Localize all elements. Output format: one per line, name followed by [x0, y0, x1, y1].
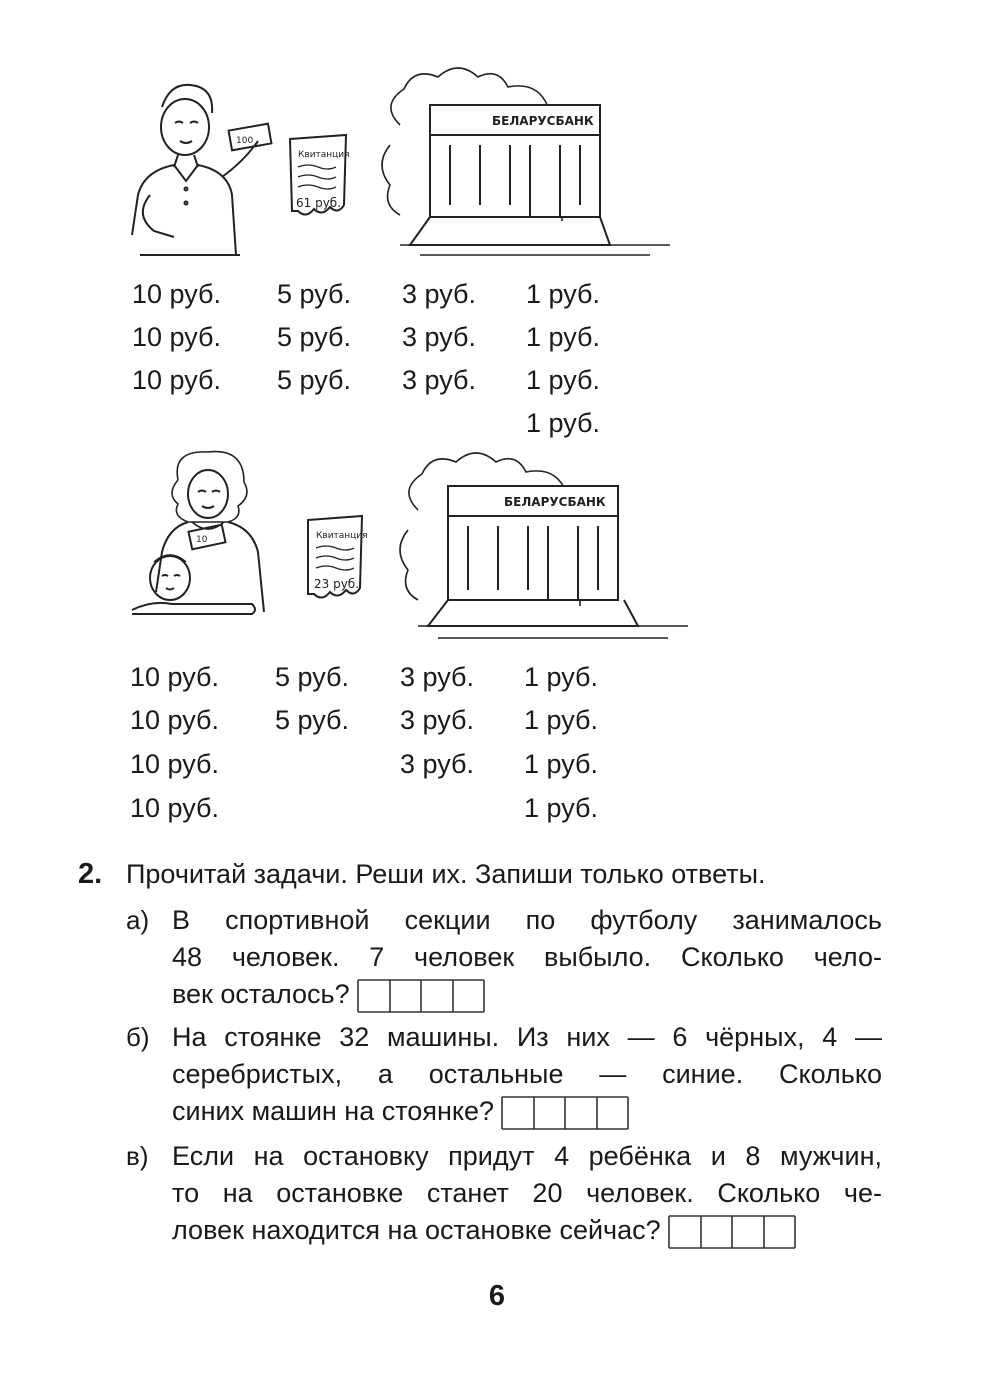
subtask-a-line: 48 человек. 7 человек выбыло. Сколько чело-: [172, 942, 882, 972]
bank-building: [400, 453, 688, 638]
money-cell: 1 руб.: [524, 705, 598, 735]
boy-scene-illustration: [130, 65, 670, 265]
money-row: [0, 317, 994, 357]
money-cell: 1 руб.: [524, 793, 598, 823]
svg-text:БЕЛАРУСБАНК: БЕЛАРУСБАНК: [504, 495, 606, 509]
bank-building: [382, 68, 670, 255]
money-cell: 1 руб.: [526, 365, 600, 395]
subtask-b-line: [172, 1093, 630, 1131]
subtask-v-question: ловек находится на остановке сейчас?: [172, 1215, 661, 1245]
money-cell: 10 руб.: [130, 749, 220, 779]
money-row: [0, 657, 994, 697]
receipt-61: [290, 135, 350, 215]
money-cell: 1 руб.: [526, 279, 600, 309]
svg-text:Квитанция: Квитанция: [298, 150, 350, 160]
money-cell: 3 руб.: [400, 662, 474, 692]
svg-text:61 руб.: 61 руб.: [296, 196, 342, 210]
subtask-v-letter: в): [126, 1141, 149, 1171]
money-row: [0, 360, 994, 400]
subtask-v-line: Если на остановку придут 4 ребёнка и 8 мужчин,: [172, 1141, 882, 1171]
money-cell: 10 руб.: [130, 705, 220, 735]
money-cell: 10 руб.: [130, 793, 220, 823]
money-row: [0, 403, 994, 443]
money-cell: 3 руб.: [402, 322, 476, 352]
money-cell: 5 руб.: [275, 662, 349, 692]
svg-text:БЕЛАРУСБАНК: БЕЛАРУСБАНК: [492, 114, 594, 128]
subtask-v-line: то на остановке станет 20 человек. Сколько че-: [172, 1178, 882, 1208]
money-cell: 3 руб.: [402, 365, 476, 395]
subtask-a-letter: а): [126, 905, 150, 935]
money-cell: 10 руб.: [132, 279, 222, 309]
subtask-a-question: век осталось?: [172, 979, 350, 1009]
money-cell: 5 руб.: [277, 279, 351, 309]
money-row: [0, 788, 994, 828]
money-cell: 10 руб.: [132, 365, 222, 395]
task-number: 2.: [78, 858, 103, 890]
money-cell: 3 руб.: [400, 705, 474, 735]
task-instruction: Прочитай задачи. Реши их. Запиши только ответы.: [126, 859, 766, 889]
answer-box-v[interactable]: [667, 1214, 797, 1250]
subtask-v-line: [172, 1212, 797, 1250]
mother-and-child-figure: [132, 452, 264, 614]
money-row: [0, 700, 994, 740]
subtask-a-line: В спортивной секции по футболу занималось: [172, 905, 882, 935]
receipt-23: [308, 516, 368, 598]
money-row: [0, 744, 994, 784]
svg-text:Квитанция: Квитанция: [316, 531, 368, 541]
svg-text:10: 10: [196, 535, 208, 545]
money-cell: 1 руб.: [524, 662, 598, 692]
svg-text:23 руб.: 23 руб.: [314, 577, 360, 591]
money-cell: 3 руб.: [400, 749, 474, 779]
mother-scene-illustration: [128, 450, 688, 650]
money-cell: 10 руб.: [132, 322, 222, 352]
money-cell: 1 руб.: [524, 749, 598, 779]
money-cell: 3 руб.: [402, 279, 476, 309]
money-cell: 5 руб.: [277, 322, 351, 352]
subtask-b-letter: б): [126, 1022, 150, 1052]
answer-box-a[interactable]: [356, 978, 486, 1014]
money-cell: 5 руб.: [277, 365, 351, 395]
subtask-b-line: серебристых, а остальные — синие. Сколько: [172, 1059, 882, 1089]
boy-figure: [132, 85, 258, 255]
money-row: [0, 274, 994, 314]
answer-box-b[interactable]: [500, 1095, 630, 1131]
money-cell: 10 руб.: [130, 662, 220, 692]
svg-text:100: 100: [236, 136, 254, 146]
money-cell: 1 руб.: [526, 322, 600, 352]
page-number: 6: [488, 1280, 506, 1312]
subtask-b-question: синих машин на стоянке?: [172, 1096, 494, 1126]
subtask-b-line: На стоянке 32 машины. Из них — 6 чёрных, 4 —: [172, 1022, 882, 1052]
money-cell: 5 руб.: [275, 705, 349, 735]
subtask-a-line: [172, 976, 486, 1014]
money-cell: 1 руб.: [526, 408, 600, 438]
banknote-icon: [229, 124, 272, 151]
